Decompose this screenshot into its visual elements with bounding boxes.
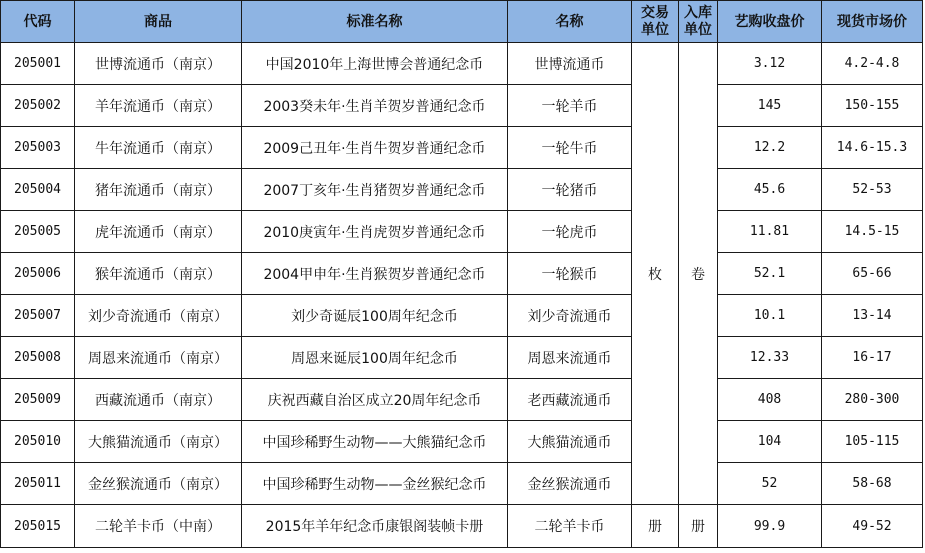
cell-name: 老西藏流通币 — [508, 379, 632, 421]
cell-name: 周恩来流通币 — [508, 337, 632, 379]
cell-code: 205006 — [1, 253, 75, 295]
cell-spot-price: 105-115 — [822, 421, 923, 463]
table-row — [1, 505, 923, 548]
cell-standard-name: 2007丁亥年·生肖猪贺岁普通纪念币 — [242, 169, 508, 211]
cell-name: 世博流通币 — [508, 43, 632, 85]
table-body — [1, 43, 923, 548]
table-row — [1, 421, 923, 463]
cell-spot-price: 13-14 — [822, 295, 923, 337]
cell-yigou-price: 408 — [718, 379, 822, 421]
cell-standard-name: 庆祝西藏自治区成立20周年纪念币 — [242, 379, 508, 421]
header-standard-name: 标准名称 — [242, 1, 508, 43]
cell-standard-name: 2015年羊年纪念币康银阁装帧卡册 — [242, 505, 508, 548]
cell-yigou-price: 3.12 — [718, 43, 822, 85]
table-row — [1, 43, 923, 85]
cell-standard-name: 2010庚寅年·生肖虎贺岁普通纪念币 — [242, 211, 508, 253]
cell-product: 猪年流通币（南京） — [75, 169, 242, 211]
cell-spot-price: 14.5-15 — [822, 211, 923, 253]
cell-code: 205004 — [1, 169, 75, 211]
table-row — [1, 337, 923, 379]
cell-spot-price: 52-53 — [822, 169, 923, 211]
cell-storage-unit-merged: 卷 — [679, 43, 718, 505]
cell-name: 金丝猴流通币 — [508, 463, 632, 505]
header-code: 代码 — [1, 1, 75, 43]
cell-name: 一轮猴币 — [508, 253, 632, 295]
cell-product: 刘少奇流通币（南京） — [75, 295, 242, 337]
table-row — [1, 169, 923, 211]
table-row — [1, 379, 923, 421]
cell-code: 205001 — [1, 43, 75, 85]
cell-spot-price: 16-17 — [822, 337, 923, 379]
cell-name: 一轮虎币 — [508, 211, 632, 253]
header-name: 名称 — [508, 1, 632, 43]
table-row — [1, 463, 923, 505]
cell-standard-name: 中国珍稀野生动物——大熊猫纪念币 — [242, 421, 508, 463]
cell-yigou-price: 52 — [718, 463, 822, 505]
cell-code: 205008 — [1, 337, 75, 379]
cell-spot-price: 150-155 — [822, 85, 923, 127]
cell-name: 二轮羊卡币 — [508, 505, 632, 548]
cell-code: 205009 — [1, 379, 75, 421]
cell-product: 猴年流通币（南京） — [75, 253, 242, 295]
cell-yigou-price: 12.33 — [718, 337, 822, 379]
cell-name: 大熊猫流通币 — [508, 421, 632, 463]
cell-product: 大熊猫流通币（南京） — [75, 421, 242, 463]
cell-code: 205003 — [1, 127, 75, 169]
cell-yigou-price: 12.2 — [718, 127, 822, 169]
header-row — [1, 1, 923, 43]
cell-product: 西藏流通币（南京） — [75, 379, 242, 421]
table-row — [1, 253, 923, 295]
cell-name: 一轮牛币 — [508, 127, 632, 169]
header-yigou-price: 艺购收盘价 — [718, 1, 822, 43]
table-row — [1, 295, 923, 337]
cell-standard-name: 中国2010年上海世博会普通纪念币 — [242, 43, 508, 85]
cell-product: 二轮羊卡币（中南） — [75, 505, 242, 548]
cell-product: 金丝猴流通币（南京） — [75, 463, 242, 505]
header-storage-unit — [679, 1, 718, 43]
cell-code: 205007 — [1, 295, 75, 337]
cell-spot-price: 65-66 — [822, 253, 923, 295]
table-row — [1, 127, 923, 169]
cell-product: 世博流通币（南京） — [75, 43, 242, 85]
cell-product: 周恩来流通币（南京） — [75, 337, 242, 379]
header-storage-unit-label: 入库单位 — [684, 4, 712, 38]
cell-name: 一轮猪币 — [508, 169, 632, 211]
cell-yigou-price: 52.1 — [718, 253, 822, 295]
cell-yigou-price: 45.6 — [718, 169, 822, 211]
table-row — [1, 211, 923, 253]
cell-yigou-price: 145 — [718, 85, 822, 127]
cell-storage-unit: 册 — [679, 505, 718, 548]
table-header — [1, 1, 923, 43]
cell-code: 205010 — [1, 421, 75, 463]
cell-standard-name: 刘少奇诞辰100周年纪念币 — [242, 295, 508, 337]
cell-trade-unit-merged: 枚 — [632, 43, 679, 505]
cell-spot-price: 14.6-15.3 — [822, 127, 923, 169]
cell-standard-name: 中国珍稀野生动物——金丝猴纪念币 — [242, 463, 508, 505]
cell-product: 羊年流通币（南京） — [75, 85, 242, 127]
cell-code: 205015 — [1, 505, 75, 548]
cell-code: 205002 — [1, 85, 75, 127]
cell-spot-price: 280-300 — [822, 379, 923, 421]
cell-code: 205011 — [1, 463, 75, 505]
header-trade-unit — [632, 1, 679, 43]
header-product: 商品 — [75, 1, 242, 43]
cell-yigou-price: 11.81 — [718, 211, 822, 253]
cell-product: 虎年流通币（南京） — [75, 211, 242, 253]
cell-spot-price: 58-68 — [822, 463, 923, 505]
cell-name: 刘少奇流通币 — [508, 295, 632, 337]
cell-yigou-price: 104 — [718, 421, 822, 463]
cell-spot-price: 4.2-4.8 — [822, 43, 923, 85]
cell-trade-unit: 册 — [632, 505, 679, 548]
cell-product: 牛年流通币（南京） — [75, 127, 242, 169]
cell-spot-price: 49-52 — [822, 505, 923, 548]
cell-standard-name: 周恩来诞辰100周年纪念币 — [242, 337, 508, 379]
cell-standard-name: 2004甲申年·生肖猴贺岁普通纪念币 — [242, 253, 508, 295]
table-row — [1, 85, 923, 127]
cell-standard-name: 2009己丑年·生肖牛贺岁普通纪念币 — [242, 127, 508, 169]
header-trade-unit-label: 交易单位 — [641, 4, 669, 38]
cell-code: 205005 — [1, 211, 75, 253]
cell-standard-name: 2003癸未年·生肖羊贺岁普通纪念币 — [242, 85, 508, 127]
cell-name: 一轮羊币 — [508, 85, 632, 127]
cell-yigou-price: 99.9 — [718, 505, 822, 548]
header-spot-price: 现货市场价 — [822, 1, 923, 43]
cell-yigou-price: 10.1 — [718, 295, 822, 337]
